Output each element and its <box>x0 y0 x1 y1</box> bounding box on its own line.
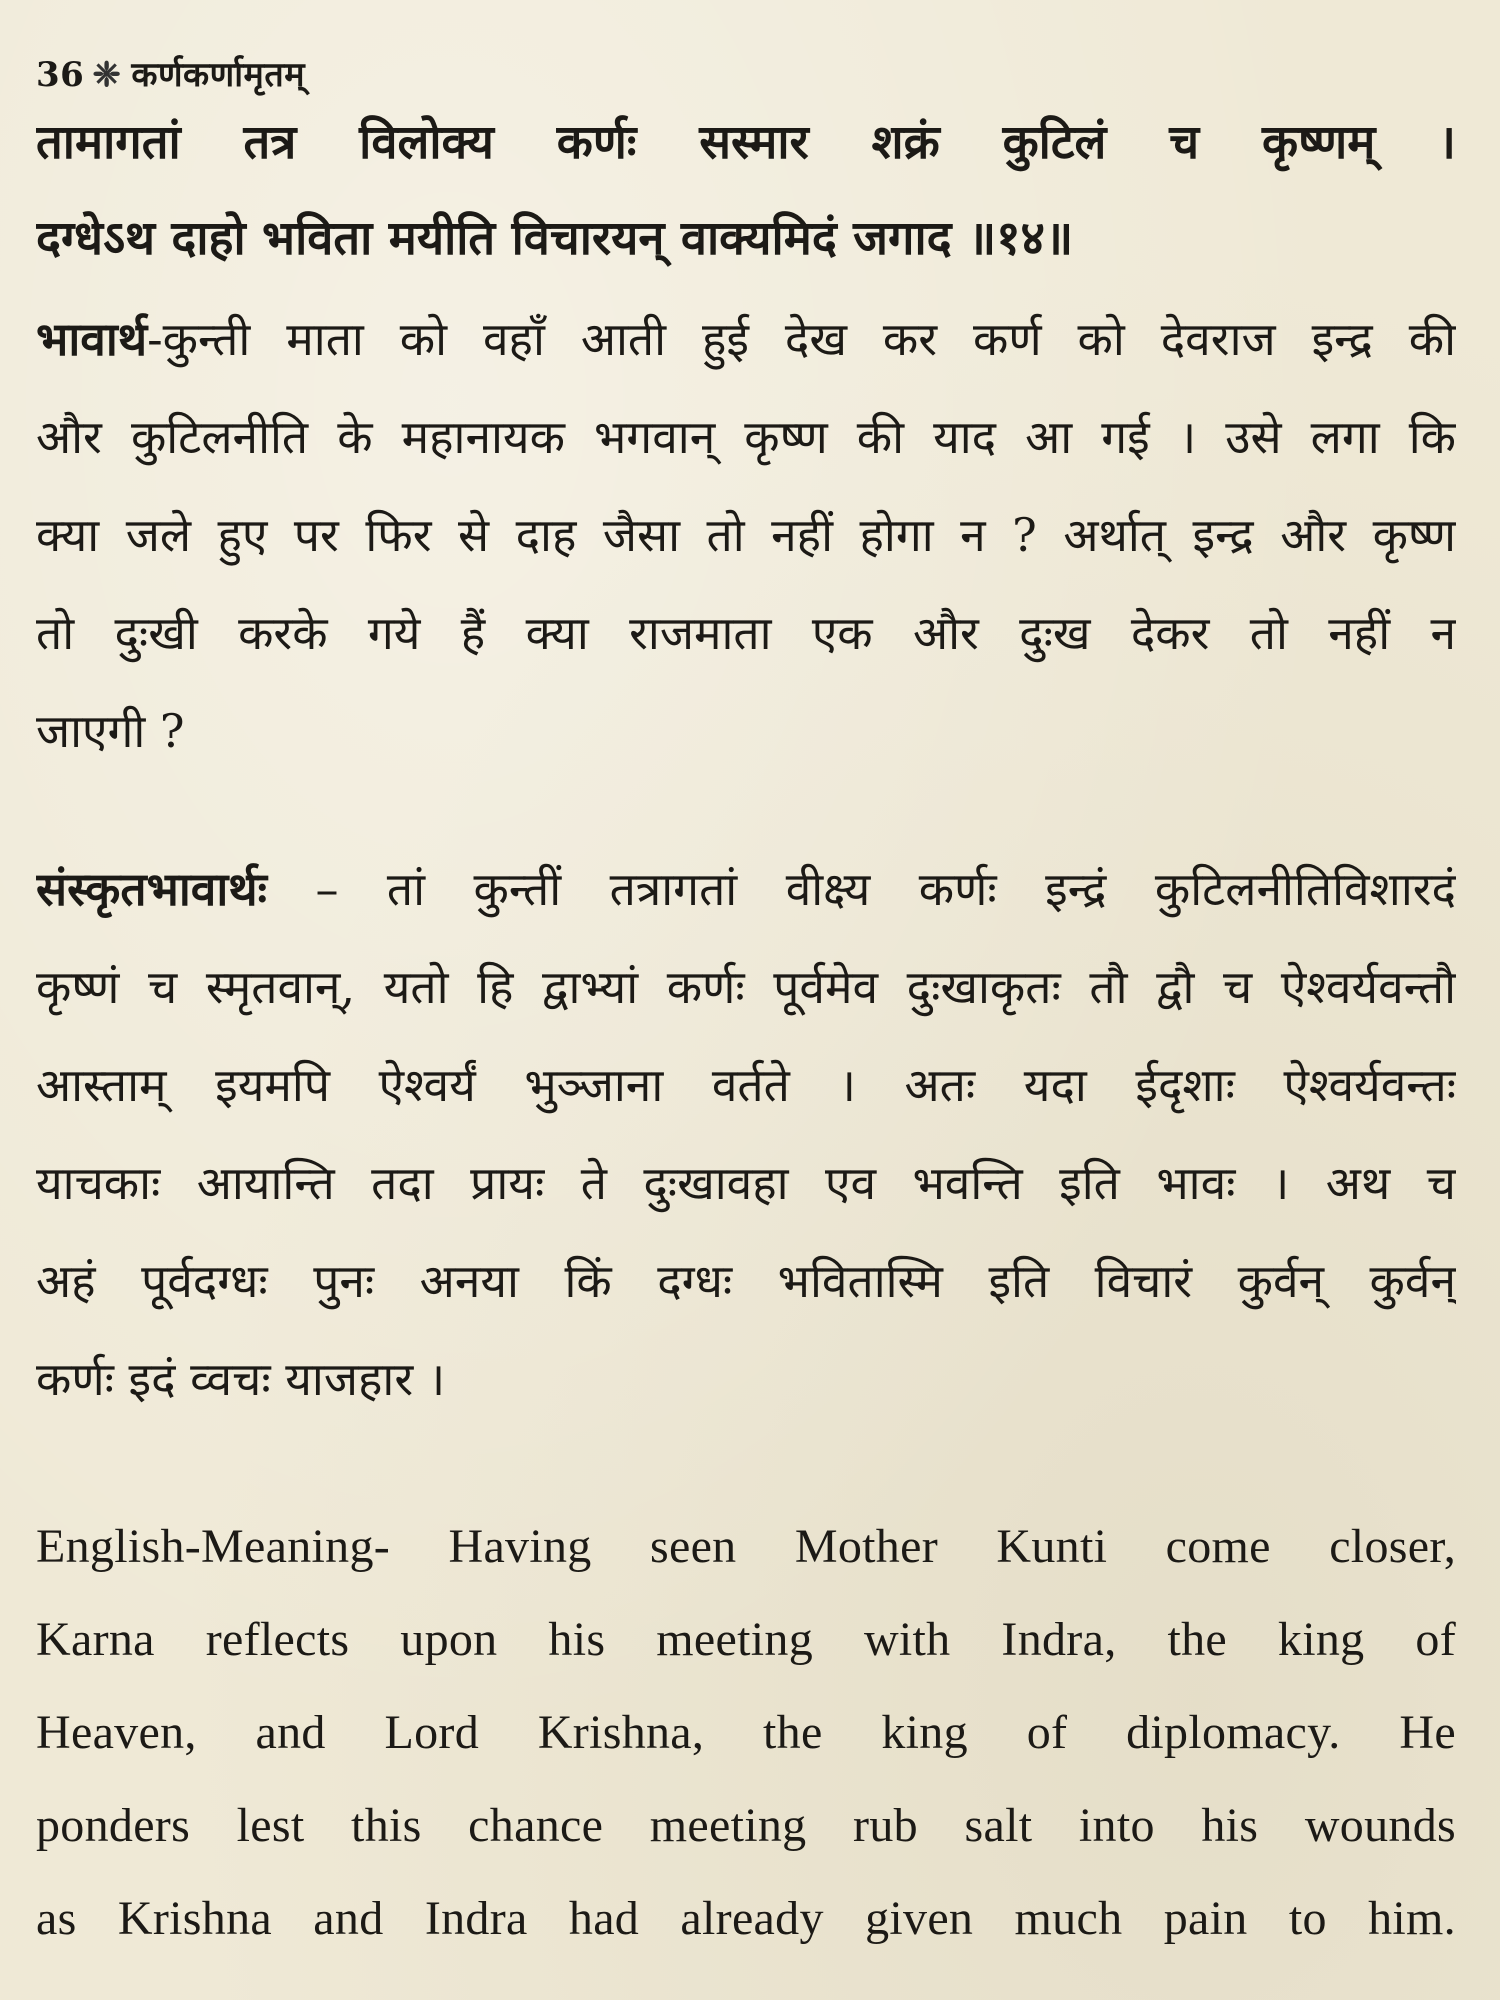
english-line: as Krishna and Indra had already given much pain to him. <box>36 1892 1456 1945</box>
hindi-line: जाएगी ? <box>36 704 185 758</box>
english-meaning <box>36 1500 1456 1965</box>
verse-line: दग्धेऽथ दाहो भविता मयीति विचारयन् वाक्यमिदं जगाद ॥१४॥ <box>36 211 1074 266</box>
english-line: Heaven, and Lord Krishna, the king of diplomacy. He <box>36 1706 1456 1759</box>
sanskrit-line: आस्ताम् इयमपि ऐश्वर्यं भुञ्जाना वर्तते । अतः यदा ईदृशाः ऐश्वर्यवन्तः <box>36 1058 1456 1112</box>
page-header <box>36 50 305 96</box>
sanskrit-verse <box>36 95 1456 287</box>
hindi-line: क्या जले हुए पर फिर से दाह जैसा तो नहीं होगा न ? अर्थात् इन्द्र और कृष्ण <box>36 508 1456 562</box>
sanskrit-line <box>36 840 1456 938</box>
english-line: ponders lest this chance meeting rub salt into his wounds <box>36 1799 1456 1852</box>
verse-line: तामागतां तत्र विलोक्य कर्णः सस्मार शक्रं कुटिलं च कृष्णम् । <box>36 115 1456 170</box>
ornament-icon: ❈ <box>92 55 122 95</box>
hindi-meaning <box>36 290 1456 780</box>
english-line: Karna reflects upon his meeting with Indra, the king of <box>36 1613 1456 1666</box>
english-line: English-Meaning- Having seen Mother Kunti come closer, <box>36 1520 1456 1573</box>
hindi-line <box>36 290 1456 388</box>
sanskrit-line: याचकाः आयान्ति तदा प्रायः ते दुःखावहा एव भवन्ति इति भावः । अथ च <box>36 1156 1456 1210</box>
sanskrit-label: संस्कृतभावार्थः <box>36 862 267 916</box>
hindi-line: और कुटिलनीति के महानायक भगवान् कृष्ण की याद आ गई । उसे लगा कि <box>36 410 1456 464</box>
hindi-label: भावार्थ <box>36 312 148 366</box>
sanskrit-line: कर्णः इदं व्वचः याजहार । <box>36 1352 446 1406</box>
sanskrit-line: कृष्णं च स्मृतवान्, यतो हि द्वाभ्यां कर्णः पूर्वमेव दुःखाकृतः तौ द्वौ च ऐश्वर्यवन्तौ <box>36 960 1456 1014</box>
sanskrit-line-text: – तां कुन्तीं तत्रागतां वीक्ष्य कर्णः इन्द्रं कुटिलनीतिविशारदं <box>266 862 1456 916</box>
hindi-line-text: -कुन्ती माता को वहाँ आती हुई देख कर कर्ण को देवराज इन्द्र की <box>147 312 1456 366</box>
hindi-line: तो दुःखी करके गये हैं क्या राजमाता एक और दुःख देकर तो नहीं न <box>36 606 1456 660</box>
page-number: 36 <box>36 55 85 95</box>
sanskrit-meaning <box>36 840 1456 1428</box>
book-title: कर्णकर्णामृतम् <box>131 55 306 95</box>
sanskrit-line: अहं पूर्वदग्धः पुनः अनया किं दग्धः भवितास्मि इति विचारं कुर्वन् कुर्वन् <box>36 1254 1456 1308</box>
